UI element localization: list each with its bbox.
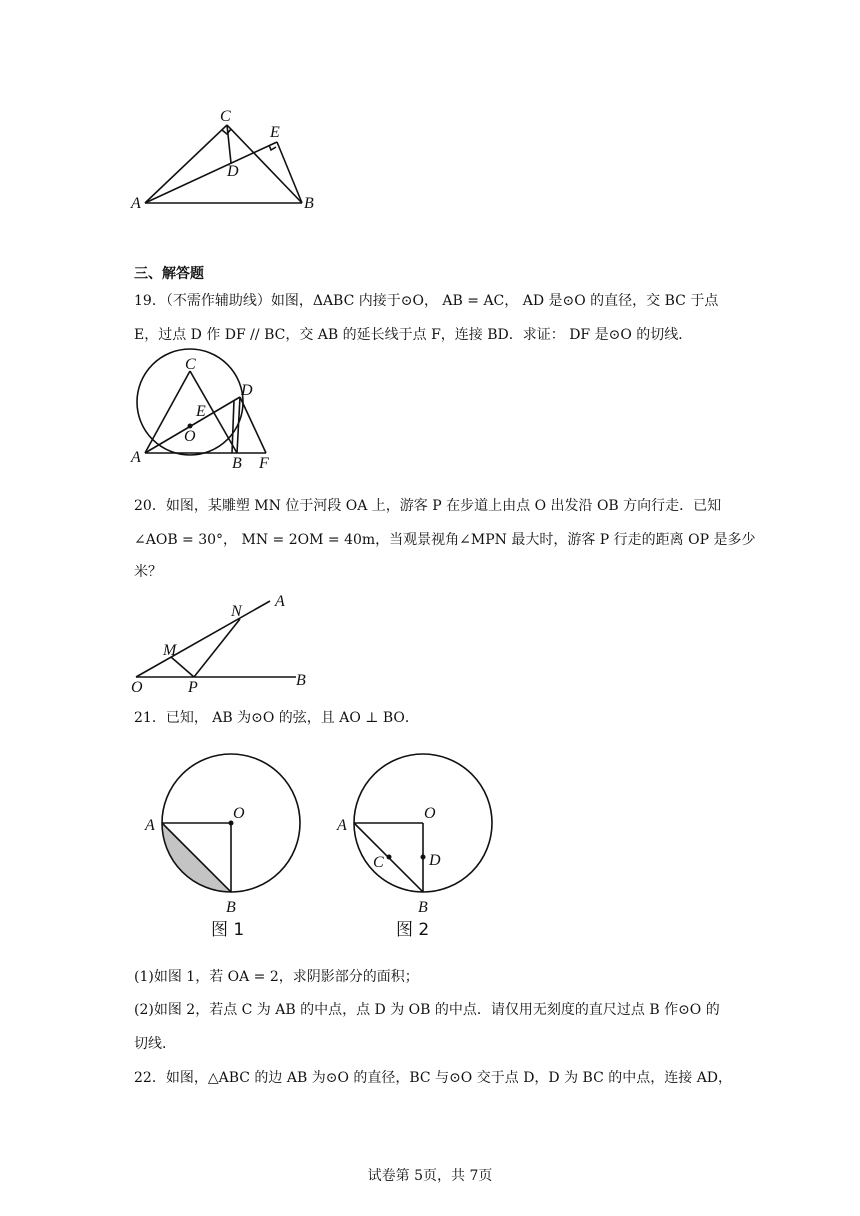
- q19-line2: E，过点 D 作 DF // BC，交 AB 的延长线于点 F，连接 BD．求证： DF 是⊙O 的切线．: [134, 327, 693, 343]
- q21-part1: (1)如图 1，若 OA = 2，求阴影部分的面积；: [134, 969, 419, 985]
- q21-number: 21．: [134, 710, 166, 726]
- fig19-label-b: B: [232, 455, 242, 472]
- fig21-2-label-c: C: [373, 854, 384, 871]
- fig21-2-label-o: O: [424, 805, 436, 822]
- q20-text-1: 如图，某雕塑 MN 位于河段 OA 上，游客 P 在步道上由点 O 出发沿 OB 方向行走．已知: [165, 498, 722, 514]
- fig20-label-n: N: [231, 603, 242, 620]
- page-footer: 试卷第 5页，共 7页: [367, 1168, 493, 1184]
- fig19-label-a: A: [131, 449, 141, 466]
- fig18-label-e: E: [270, 124, 280, 141]
- q21-part2-line2: 切线．: [134, 1036, 176, 1052]
- q22-number: 22．: [134, 1070, 166, 1086]
- fig21-2-caption: 图 2: [396, 920, 430, 940]
- q21-part2-line1: (2)如图 2，若点 C 为 AB 的中点，点 D 为 OB 的中点．请仅用无刻度的直尺过点 B 作⊙O 的: [134, 1002, 720, 1018]
- fig19-label-d: D: [241, 382, 253, 399]
- q20-line3: 米？: [134, 564, 162, 580]
- fig20-label-o: O: [131, 679, 143, 696]
- fig21-1-caption: 图 1: [211, 920, 245, 940]
- fig19-label-e: E: [196, 403, 206, 420]
- fig20-label-p: P: [188, 679, 198, 696]
- fig19-label-f: F: [259, 455, 269, 472]
- fig18-label-a: A: [131, 195, 141, 212]
- fig19-label-o: O: [184, 428, 196, 445]
- fig21-2-label-d: D: [429, 852, 441, 869]
- fig18-label-b: B: [304, 195, 314, 212]
- section-heading: 三、解答题: [134, 266, 204, 282]
- q22-text-1: 如图，△ABC 的边 AB 为⊙O 的直径，BC 与⊙O 交于点 D，D 为 BC 的中点，连接 AD，: [165, 1070, 733, 1086]
- q22-line1: [134, 1068, 732, 1088]
- q20-number: 20．: [134, 498, 166, 514]
- fig20-label-m: M: [163, 642, 177, 659]
- fig21-2-label-a: A: [337, 817, 347, 834]
- q19-number: 19．: [134, 293, 166, 309]
- fig20-label-b: B: [296, 672, 306, 689]
- fig21-1-label-b: B: [226, 899, 236, 916]
- fig18-label-c: C: [220, 108, 231, 125]
- fig21-2-label-b: B: [418, 899, 428, 916]
- fig21-1-label-a: A: [145, 817, 155, 834]
- fig19-label-c: C: [185, 356, 196, 373]
- fig20-label-a: A: [275, 593, 285, 610]
- q21-text-1: 已知， AB 为⊙O 的弦，且 AO ⊥ BO．: [165, 710, 419, 726]
- q20-line2: ∠AOB = 30°， MN = 2OM = 40m，当观景视角∠MPN 最大时，游客 P 行走的距离 OP 是多少: [134, 532, 756, 548]
- q19-text-1: （不需作辅助线）如图，ΔABC 内接于⊙O， AB = AC， AD 是⊙O 的直径，交 BC 于点: [165, 293, 719, 309]
- fig18-label-d: D: [227, 163, 239, 180]
- fig21-1-label-o: O: [233, 805, 245, 822]
